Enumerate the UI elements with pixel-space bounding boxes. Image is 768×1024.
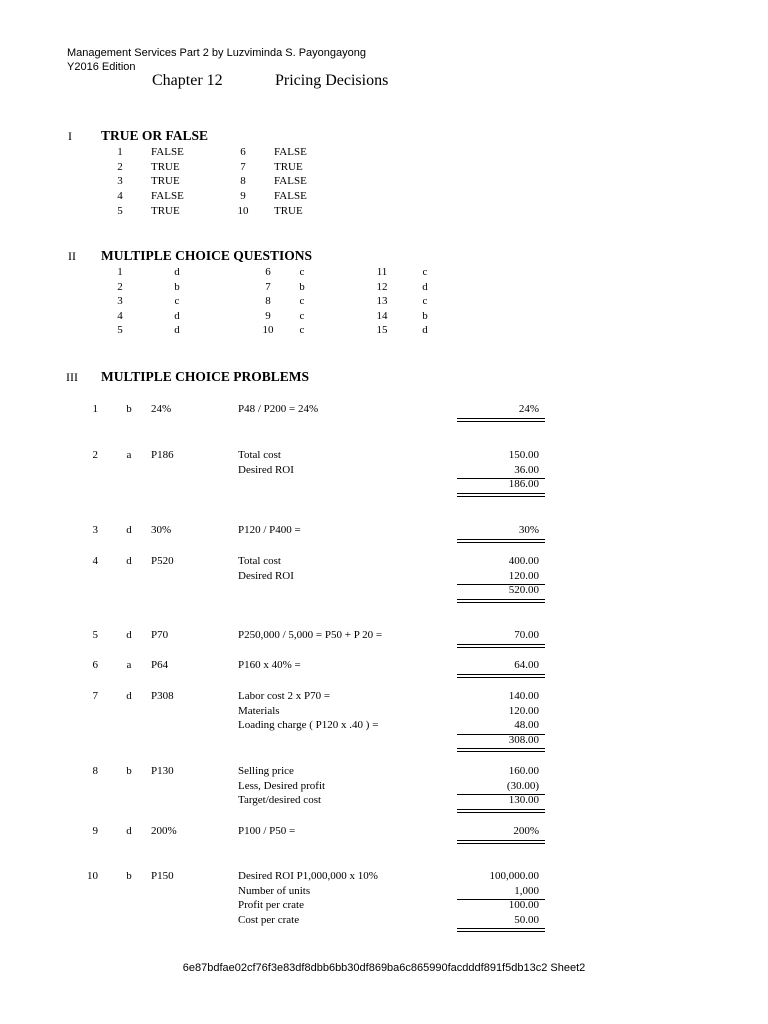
computation-value: 1,000	[514, 884, 539, 897]
problem-letter: d	[126, 629, 132, 641]
computation-value: 24%	[518, 403, 539, 415]
computation-value: 50.00	[514, 913, 539, 926]
computation-value: 400.00	[508, 555, 539, 567]
problem-answer: 24%	[151, 403, 172, 415]
tf-item-number: 3	[117, 175, 123, 188]
mcq-item-number: 2	[117, 280, 123, 293]
computation-value: 48.00	[514, 719, 539, 732]
mcq-item-number: 14	[376, 309, 388, 322]
computation-label: Total cost	[238, 555, 281, 567]
problem-answer: 30%	[151, 524, 172, 536]
computation-label: Cost per crate	[238, 913, 300, 926]
mcq-item-answer: d	[174, 324, 180, 337]
total-double-rule	[457, 840, 545, 844]
computation-value: 308.00	[508, 733, 539, 746]
tf-item-answer: TRUE	[151, 175, 180, 188]
tf-item-answer: TRUE	[151, 204, 180, 217]
computation-value: 186.00	[508, 478, 539, 491]
total-double-rule	[457, 644, 545, 648]
problem-letter: b	[126, 765, 132, 777]
document-header-author: Management Services Part 2 by Luzviminda S. Payongayong	[67, 47, 366, 59]
chapter-title: Pricing Decisions	[275, 72, 389, 89]
mcq-item-answer: d	[422, 324, 428, 337]
mcq-item-number: 4	[117, 309, 123, 322]
computation-label: Selling price	[238, 765, 294, 777]
problem-letter: b	[126, 870, 132, 882]
computation-label: P120 / P400 =	[238, 524, 301, 536]
problem-letter: d	[126, 690, 132, 702]
tf-item-number: 2	[117, 160, 123, 173]
mcq-item-answer: b	[299, 280, 305, 293]
computation-label: Total cost	[238, 449, 281, 461]
tf-item-answer: FALSE	[274, 190, 307, 203]
computation-label: Loading charge ( P120 x .40 ) =	[238, 719, 379, 732]
problem-number: 7	[92, 690, 98, 702]
mcq-item-answer: c	[299, 295, 305, 308]
section-3-title: MULTIPLE CHOICE PROBLEMS	[101, 369, 310, 384]
mcq-item-answer: d	[174, 309, 180, 322]
section-3-numeral: III	[66, 370, 78, 384]
mcq-item-number: 7	[265, 280, 271, 293]
problem-letter: a	[126, 449, 132, 461]
total-double-rule	[457, 748, 545, 752]
computation-value: 36.00	[514, 463, 539, 476]
section-1-title: TRUE OR FALSE	[101, 128, 209, 143]
computation-label: Profit per crate	[238, 899, 304, 912]
problem-number: 10	[87, 870, 98, 882]
problem-answer: P150	[151, 870, 174, 882]
computation-label: P160 x 40% =	[238, 659, 301, 671]
mcq-item-number: 11	[376, 266, 388, 278]
computation-label: Target/desired cost	[238, 794, 322, 807]
mcq-item-number: 9	[265, 309, 271, 322]
computation-value: 70.00	[514, 629, 539, 641]
mcq-item-answer: c	[174, 295, 180, 308]
tf-item-number: 1	[117, 146, 123, 158]
problem-letter: d	[126, 555, 132, 567]
computation-label: Desired ROI	[238, 569, 294, 582]
problem-number: 2	[92, 449, 98, 461]
mcq-item-answer: c	[422, 295, 428, 308]
mcq-item-number: 15	[376, 324, 388, 337]
subtotal-rule	[457, 794, 545, 795]
computation-value: 160.00	[508, 765, 539, 777]
tf-item-number: 10	[237, 204, 249, 217]
chapter-number: Chapter 12	[152, 72, 223, 89]
tf-item-answer: TRUE	[274, 204, 303, 217]
document-header-edition: Y2016 Edition	[67, 61, 136, 73]
mcq-item-answer: d	[174, 266, 180, 278]
problem-answer: P186	[151, 449, 174, 461]
tf-item-number: 9	[240, 190, 246, 203]
total-double-rule	[457, 928, 545, 932]
subtotal-rule	[457, 734, 545, 735]
problem-answer: P70	[151, 629, 169, 641]
computation-label: Labor cost 2 x P70 =	[238, 690, 331, 702]
problem-letter: b	[126, 403, 132, 415]
computation-label: P48 / P200 = 24%	[238, 403, 319, 415]
mcq-item-number: 3	[117, 295, 123, 308]
computation-label: Number of units	[238, 884, 311, 897]
problem-number: 5	[92, 629, 98, 641]
section-2-title: MULTIPLE CHOICE QUESTIONS	[101, 248, 313, 263]
mcq-item-answer: b	[174, 280, 180, 293]
problem-answer: P130	[151, 765, 174, 777]
subtotal-rule	[457, 478, 545, 479]
problem-number: 1	[92, 403, 98, 415]
computation-value: 520.00	[508, 584, 539, 597]
problem-letter: a	[126, 659, 132, 671]
tf-item-answer: TRUE	[151, 160, 180, 173]
problem-answer: P308	[151, 690, 174, 702]
mcq-item-answer: c	[422, 266, 428, 278]
computation-value: 140.00	[508, 690, 539, 702]
computation-value: (30.00)	[506, 779, 539, 792]
mcq-item-number: 6	[265, 266, 271, 278]
section-1-numeral: I	[68, 129, 72, 143]
computation-label: P100 / P50 =	[238, 825, 296, 837]
mcq-item-answer: d	[422, 280, 428, 293]
tf-item-number: 7	[240, 160, 246, 173]
mcq-item-answer: b	[422, 309, 428, 322]
computation-value: 100.00	[508, 899, 539, 912]
problem-number: 3	[92, 524, 98, 536]
total-double-rule	[457, 539, 545, 543]
total-double-rule	[457, 493, 545, 497]
mcq-item-number: 5	[117, 324, 123, 337]
problem-answer: P64	[151, 659, 169, 671]
problem-number: 4	[92, 555, 98, 567]
mcq-item-answer: c	[299, 266, 305, 278]
computation-label: P250,000 / 5,000 = P50 + P 20 =	[238, 629, 383, 641]
subtotal-rule	[457, 899, 545, 900]
computation-value: 30%	[518, 524, 539, 536]
mcq-item-number: 13	[376, 295, 388, 308]
mcq-item-number: 12	[376, 280, 388, 293]
tf-item-number: 4	[117, 190, 123, 203]
computation-value: 120.00	[508, 569, 539, 582]
computation-value: 120.00	[508, 704, 539, 717]
computation-value: 64.00	[514, 659, 539, 671]
problem-answer: P520	[151, 555, 174, 567]
problem-number: 6	[92, 659, 98, 671]
computation-label: Desired ROI	[238, 463, 294, 476]
total-double-rule	[457, 809, 545, 813]
total-double-rule	[457, 418, 545, 422]
computation-value: 200%	[513, 825, 539, 837]
computation-label: Less, Desired profit	[238, 779, 326, 792]
computation-value: 130.00	[508, 794, 539, 807]
tf-item-number: 5	[117, 204, 123, 217]
tf-item-answer: FALSE	[151, 190, 184, 203]
tf-item-answer: TRUE	[274, 160, 303, 173]
problem-letter: d	[126, 825, 132, 837]
mcq-item-answer: c	[299, 309, 305, 322]
mcq-item-number: 8	[265, 295, 271, 308]
computation-label: Desired ROI P1,000,000 x 10%	[238, 870, 378, 882]
problem-answer: 200%	[151, 825, 177, 837]
tf-item-number: 6	[240, 146, 246, 158]
computation-value: 100,000.00	[489, 870, 539, 882]
footer-sheet-id: 6e87bdfae02cf76f3e83df8dbb6bb30df869ba6c865990facdddf891f5db13c2 Sheet2	[182, 962, 586, 974]
subtotal-rule	[457, 584, 545, 585]
total-double-rule	[457, 674, 545, 678]
computation-value: 150.00	[508, 449, 539, 461]
problem-letter: d	[126, 524, 132, 536]
mcq-item-answer: c	[299, 324, 305, 337]
mcq-item-number: 1	[117, 266, 123, 278]
problem-number: 8	[92, 765, 98, 777]
problem-number: 9	[92, 825, 98, 837]
total-double-rule	[457, 599, 545, 603]
mcq-item-number: 10	[262, 324, 274, 337]
tf-item-answer: FALSE	[274, 146, 307, 158]
section-2-numeral: II	[68, 249, 76, 263]
tf-item-number: 8	[240, 175, 246, 188]
tf-item-answer: FALSE	[151, 146, 184, 158]
tf-item-answer: FALSE	[274, 175, 307, 188]
computation-label: Materials	[238, 704, 280, 717]
